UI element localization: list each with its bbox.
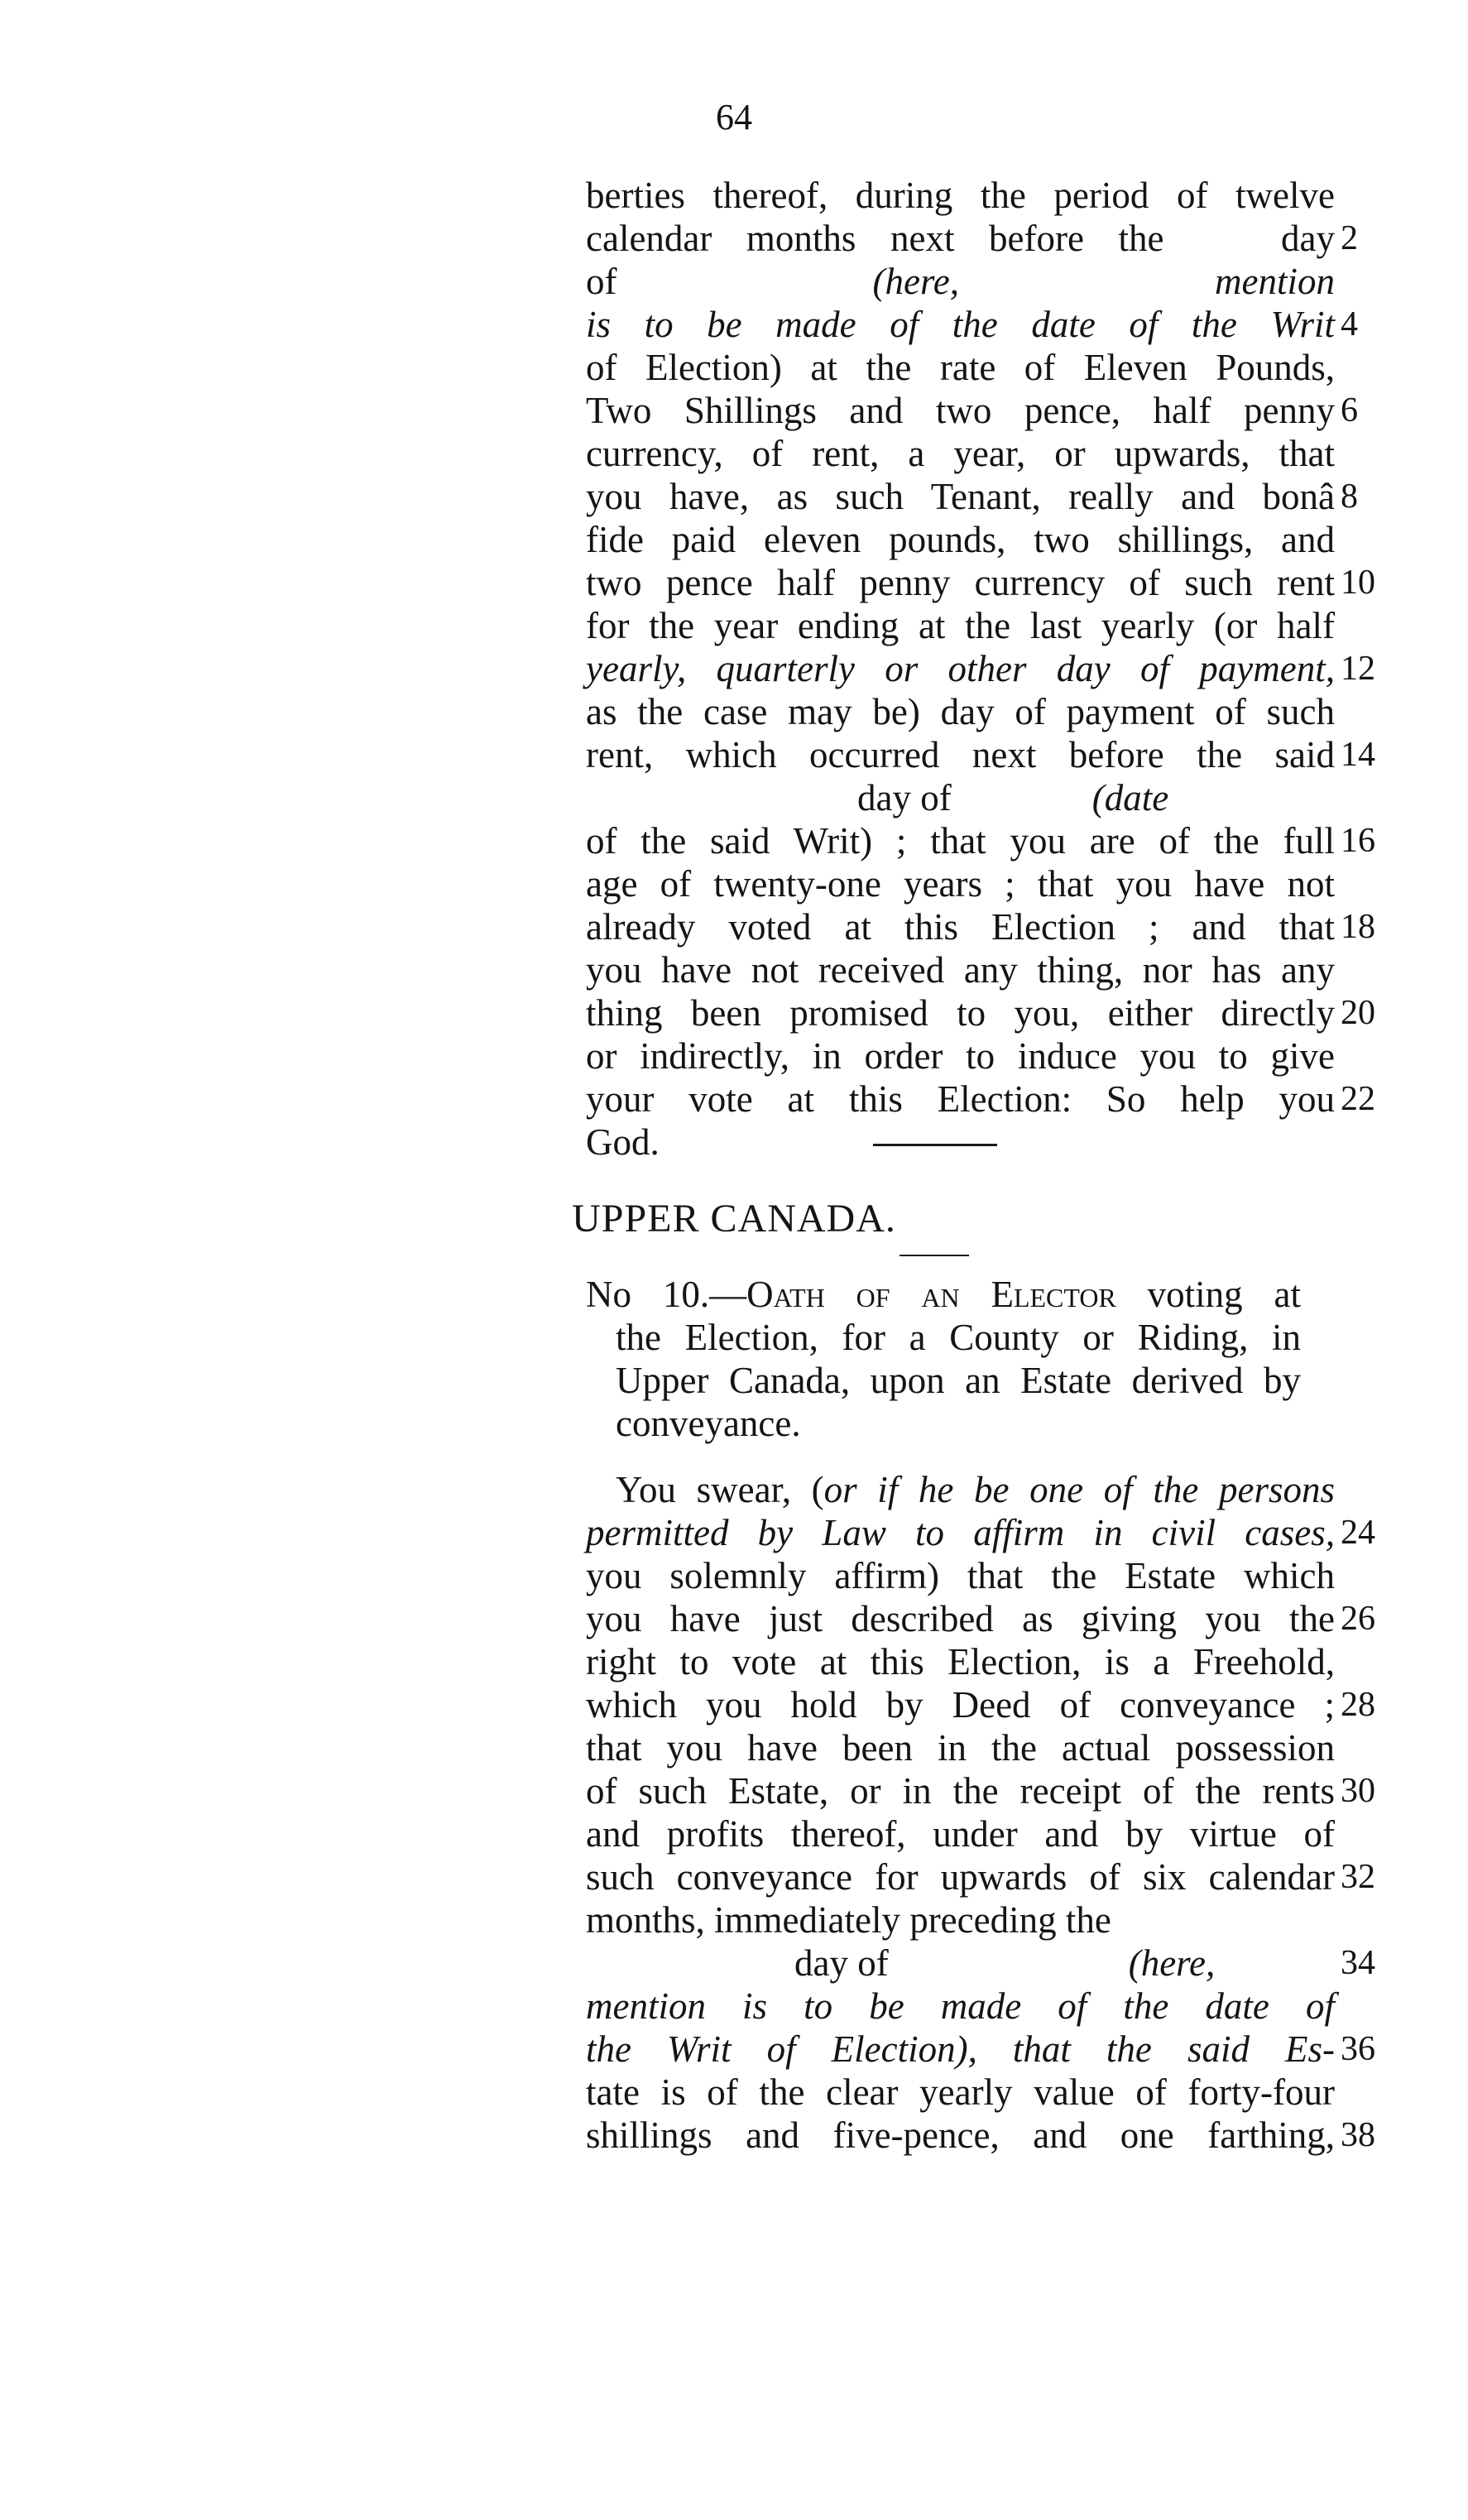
text-line: and profits thereof, under and by virtue of [586, 1813, 1335, 1855]
section-heading: UPPER CANADA. [572, 1197, 896, 1241]
text-line: tate is of the clear yearly value of forty-four [586, 2071, 1335, 2113]
text-line: such conveyance for upwards of six calendar [586, 1856, 1335, 1898]
line-number: 30 [1341, 1772, 1375, 1810]
line-number: 22 [1341, 1080, 1375, 1118]
line-number: 8 [1341, 478, 1358, 516]
line-number: 28 [1341, 1686, 1375, 1724]
text-line: which you hold by Deed of conveyance ; [586, 1684, 1335, 1726]
heading-underline [900, 1255, 969, 1256]
text-line: of such Estate, or in the receipt of the rents [586, 1770, 1335, 1812]
line-number: 18 [1341, 908, 1375, 946]
text-line: right to vote at this Election, is a Freehold, [586, 1641, 1335, 1682]
line-number: 14 [1341, 736, 1375, 774]
line-number: 2 [1341, 219, 1358, 257]
line-number: 24 [1341, 1514, 1375, 1552]
text-line: that you have been in the actual possession [586, 1727, 1335, 1769]
line-number: 26 [1341, 1600, 1375, 1638]
text-line: two pence half penny currency of such rent [586, 562, 1335, 603]
form-title-line: Upper Canada, upon an Estate derived by [616, 1360, 1301, 1401]
text-line: you have, as such Tenant, really and bonâ [586, 476, 1335, 517]
line-number: 20 [1341, 994, 1375, 1032]
line-number: 36 [1341, 2030, 1375, 2068]
line-number: 16 [1341, 822, 1375, 860]
line-number: 4 [1341, 305, 1358, 343]
text-line: you have just described as giving you the [586, 1598, 1335, 1639]
text-line: fide paid eleven pounds, two shillings, and [586, 519, 1335, 560]
line-number: 12 [1341, 650, 1375, 688]
form-title-line: the Election, for a County or Riding, in [616, 1317, 1301, 1358]
text-line: you solemnly affirm) that the Estate which [586, 1555, 1335, 1596]
text-line: mention is to be made of the date of [586, 1985, 1335, 2027]
text-line: of the said Writ) ; that you are of the full [586, 820, 1335, 862]
form-title-line: No 10.—Oath of an Elector voting at [586, 1274, 1301, 1315]
section-divider [873, 1144, 997, 1146]
text-line: day of (here, [794, 1942, 1216, 1984]
text-line: age of twenty-one years ; that you have not [586, 863, 1335, 905]
form-title-line: conveyance. [616, 1403, 801, 1444]
text-line: months, immediately preceding the [586, 1899, 1111, 1941]
line-number: 6 [1341, 391, 1358, 430]
text-line: thing been promised to you, either directly [586, 992, 1335, 1034]
text-line: currency, of rent, a year, or upwards, that [586, 433, 1335, 474]
text-line: you have not received any thing, nor has any [586, 949, 1335, 991]
text-line: rent, which occurred next before the said [586, 734, 1335, 775]
text-line: or indirectly, in order to induce you to give [586, 1035, 1335, 1077]
text-line: Two Shillings and two pence, half penny [586, 390, 1335, 431]
text-line: the Writ of Election), that the said Es- [586, 2028, 1335, 2070]
text-line: is to be made of the date of the Writ [586, 304, 1335, 345]
text-line: calendar months next before the day [586, 218, 1336, 259]
text-line: God. [586, 1121, 660, 1163]
page-number: 64 [716, 97, 752, 137]
text-line: of Election) at the rate of Eleven Pounds, [586, 347, 1335, 388]
text-line: berties thereof, during the period of twelve [586, 175, 1335, 216]
line-number: 38 [1341, 2116, 1375, 2154]
text-line: shillings and five-pence, and one farthing, [586, 2114, 1335, 2156]
text-line: You swear, (or if he be one of the persons [616, 1469, 1335, 1510]
text-line: permitted by Law to affirm in civil cases, [586, 1512, 1335, 1553]
text-line: already voted at this Election ; and that [586, 906, 1335, 948]
text-line: yearly, quarterly or other day of payment, [586, 648, 1335, 689]
line-number: 10 [1341, 564, 1375, 602]
line-number: 34 [1341, 1944, 1375, 1982]
text-line: for the year ending at the last yearly (or half [586, 605, 1335, 646]
text-line: day of (date [857, 777, 1169, 818]
text-line: your vote at this Election: So help you [586, 1078, 1335, 1120]
text-line: of (here, mention [586, 261, 1335, 302]
line-number: 32 [1341, 1858, 1375, 1896]
text-line: as the case may be) day of payment of such [586, 691, 1335, 732]
